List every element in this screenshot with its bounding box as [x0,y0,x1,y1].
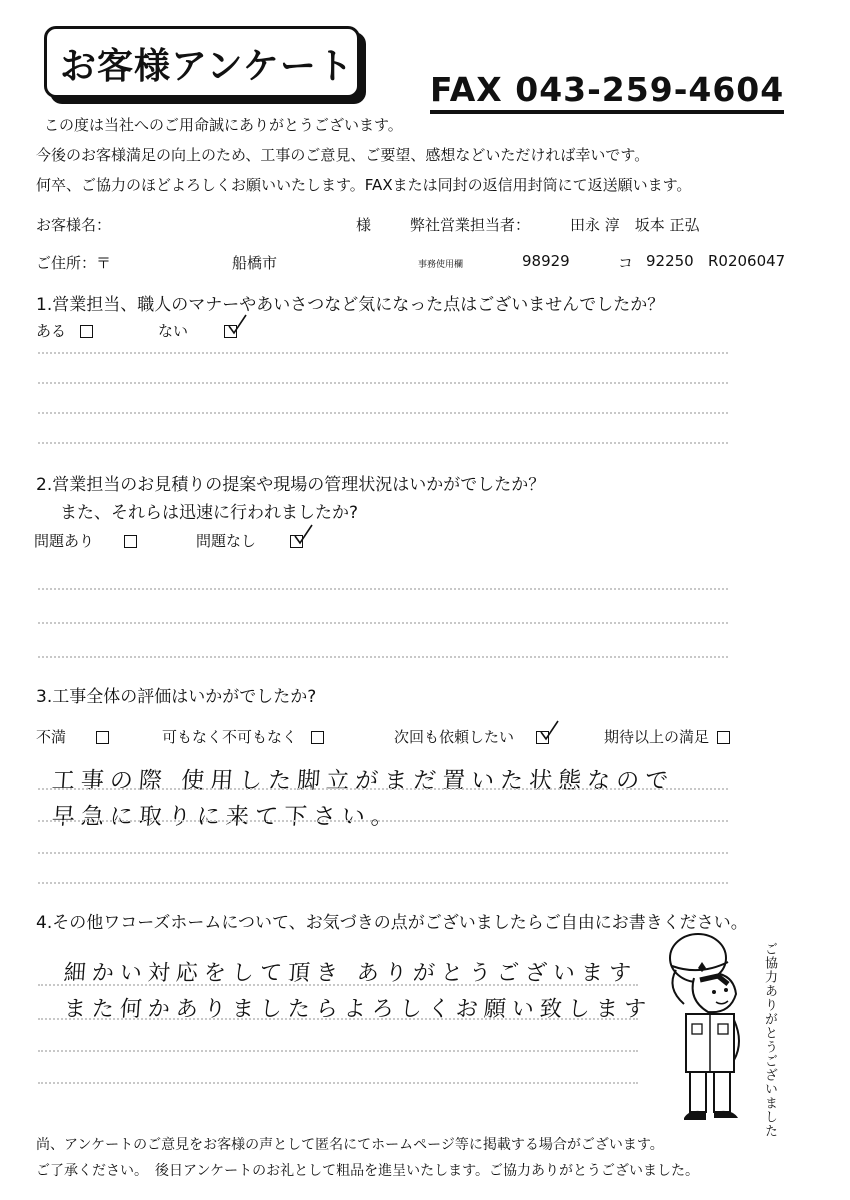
office-use-label: 事務使用欄 [418,260,464,270]
intro-line-3: 何卒、ご協力のほどよろしくお願いいたします。FAXまたは同封の返信用封筒にて返送願います。 [36,176,692,194]
form-title: お客様アンケート [60,46,354,87]
answer-line [38,622,728,624]
office-code-1: 98929 [522,252,570,270]
q4-handwritten-answer-2: また何かありましたらよろしくお願い致します [62,997,653,1022]
q1-option-yes[interactable] [36,320,93,341]
answer-line [38,788,728,790]
question-2-line-1: 2.営業担当のお見積りの提案や現場の管理状況はいかがでしたか？ [36,475,546,495]
q3-option-label: 次回も依頼したい [394,728,515,746]
checkbox-checked[interactable] [224,325,237,338]
address-label: ご住所：〒 [36,254,112,272]
q2-option-no-problem[interactable] [196,530,303,551]
answer-line [38,882,728,884]
q3-option-dissatisfied[interactable] [36,726,109,747]
q1-option-label: ある [36,322,67,340]
q3-option-label: 可もなく不可もなく [162,728,298,746]
address-city: 船橋市 [232,254,278,272]
checkbox[interactable] [311,731,324,744]
q3-option-request-again[interactable] [394,726,549,747]
q2-option-problem[interactable] [34,530,137,551]
office-code-3: R0206047 [708,252,786,270]
answer-line [38,852,728,854]
q3-option-label: 不満 [36,728,67,746]
answer-line [38,588,728,590]
check-mark-icon [227,314,247,336]
intro-line-1: この度は当社へのご用命誠にありがとうございます。 [44,116,403,134]
answer-line [38,442,728,444]
office-code-2: 92250 [646,252,694,270]
footer-line-1: 尚、アンケートのご意見をお客様の声として匿名にてホームページ等に掲載する場合がございます。 [36,1137,664,1153]
footer-line-2: ご了承ください。 後日アンケートのお礼として粗品を進呈いたします。ご協力ありがとうございました。 [36,1163,700,1179]
q3-handwritten-answer-2: 早急に取りに来て下さい。 [50,804,401,830]
q3-option-exceeded[interactable] [604,726,730,747]
question-1: 1.営業担当、職人のマナーやあいさつなど気になった点はございませんでしたか？ [36,295,665,315]
q2-option-label: 問題あり [34,532,95,550]
q2-option-label: 問題なし [196,532,257,550]
checkbox[interactable] [80,325,93,338]
staff-label: 弊社営業担当者： [410,216,531,234]
q1-option-no[interactable] [158,320,237,341]
staff-names: 田永 淳 坂本 正弘 [570,216,700,234]
q3-option-neutral[interactable] [162,726,324,747]
check-mark-icon [293,524,313,546]
answer-line [38,656,728,658]
answer-line [38,352,728,354]
mascot-caption: ご協力ありがとうございました [762,942,777,1138]
intro-line-2: 今後のお客様満足の向上のため、工事のご意見、ご要望、感想などいただければ幸いです。 [36,146,650,164]
customer-name-label: お客様名： [36,216,112,234]
q1-option-label: ない [158,322,189,340]
q3-option-label: 期待以上の満足 [604,728,710,746]
office-code-ko: コ [618,254,634,272]
fax-number: FAX 043-259-4604 [430,72,784,114]
answer-line [38,1018,638,1020]
answer-line [38,820,728,822]
worker-mascot-illustration [660,930,760,1130]
q4-handwritten-answer-1: 細かい対応をして頂き ありがとうございます [62,961,638,986]
checkbox[interactable] [717,731,730,744]
answer-line [38,984,638,986]
question-3: 3.工事全体の評価はいかがでしたか? [36,687,317,707]
answer-line [38,412,728,414]
answer-line [38,1082,638,1084]
check-mark-icon [539,720,559,742]
checkbox[interactable] [124,535,137,548]
checkbox[interactable] [96,731,109,744]
checkbox-checked[interactable] [536,731,549,744]
question-4: 4.その他ワコーズホームについて、お気づきの点がございましたらご自由にお書きください。 [36,913,748,933]
answer-line [38,382,728,384]
q3-handwritten-answer-1: 工事の際 使用した脚立がまだ置いた状態なので [50,768,676,794]
checkbox-checked[interactable] [290,535,303,548]
honorific-sama: 様 [356,216,372,234]
answer-line [38,1050,638,1052]
question-2-line-2: また、それらは迅速に行われましたか? [60,503,359,523]
